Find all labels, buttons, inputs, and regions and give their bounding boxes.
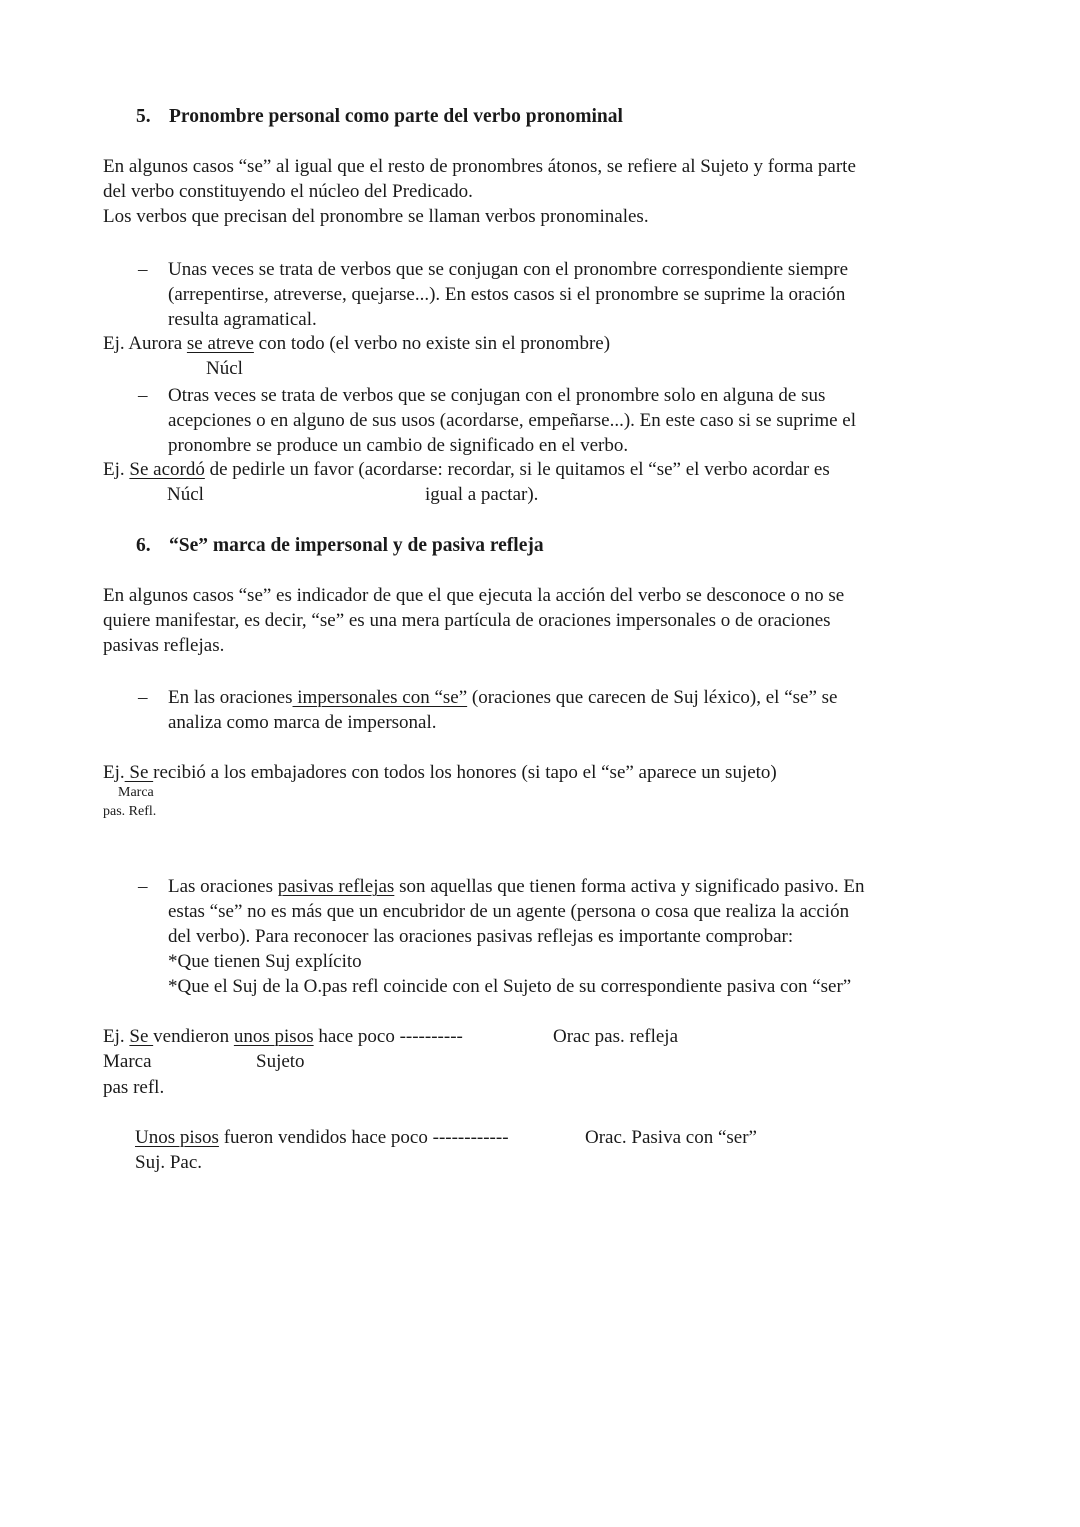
section-5-bullet1-line3: resulta agramatical. xyxy=(168,309,317,330)
sujeto-label: Sujeto xyxy=(256,1051,305,1072)
section-5-example1 xyxy=(103,331,610,356)
example-text: de pedirle un favor (acordarse: recordar, si le quitamos el “se” el verbo acordar es xyxy=(204,459,830,480)
section-5-bullet2-line3: pronombre se produce un cambio de significado en el verbo. xyxy=(168,435,629,456)
section-6-bullet2-line5: *Que el Suj de la O.pas refl coincide con el Sujeto de su correspondiente pasiva con “ser” xyxy=(168,976,852,997)
example3-result: Orac. Pasiva con “ser” xyxy=(585,1127,757,1148)
example-text: Ej. Aurora xyxy=(103,333,187,354)
example-underlined: unos pisos xyxy=(233,1026,314,1047)
section-5-bullet2-line1: Otras veces se trata de verbos que se conjugan con el pronombre solo en alguna de sus xyxy=(168,385,826,406)
section-6-heading xyxy=(136,533,544,558)
section-5-number: 5. xyxy=(136,106,151,127)
section-6-title: “Se” marca de impersonal y de pasiva refleja xyxy=(169,535,544,556)
bullet-underlined: pasivas reflejas xyxy=(277,876,395,897)
example-text: Ej. xyxy=(103,1026,130,1047)
nucleus-label: Núcl xyxy=(167,484,204,505)
bullet-text: son aquellas que tienen forma activa y significado pasivo. En xyxy=(394,876,865,897)
bullet-text: En las oraciones xyxy=(168,687,293,708)
example-text: Ej. xyxy=(103,459,130,480)
bullet-dash: – xyxy=(138,385,148,406)
bullet-dash: – xyxy=(138,687,148,708)
section-5-heading xyxy=(136,104,623,129)
bullet-underlined: impersonales con “se” xyxy=(292,687,468,708)
example-text: con todo (el verbo no existe sin el pronombre) xyxy=(253,333,611,354)
suj-pac-label: Suj. Pac. xyxy=(135,1152,203,1173)
example-underlined: se atreve xyxy=(186,333,254,354)
example-text: hace poco ---------- xyxy=(313,1026,463,1047)
example-text: vendieron xyxy=(153,1026,234,1047)
section-6-bullet2-line3: del verbo). Para reconocer las oraciones pasivas reflejas es importante comprobar: xyxy=(168,926,794,947)
section-5-para1-line1: En algunos casos “se” al igual que el resto de pronombres átonos, se refiere al Sujeto y forma parte xyxy=(103,156,856,177)
section-5-example2 xyxy=(103,457,830,482)
section-6-example1 xyxy=(103,760,777,785)
section-5-para2: Los verbos que precisan del pronombre se llaman verbos pronominales. xyxy=(103,206,649,227)
marca-label: Marca xyxy=(118,785,154,800)
section-6-bullet2-line2: estas “se” no es más que un encubridor de un agente (persona o cosa que realiza la acción xyxy=(168,901,850,922)
bullet-dash: – xyxy=(138,259,148,280)
section-6-bullet2-line1 xyxy=(168,874,864,899)
example-underlined: Unos pisos xyxy=(135,1127,219,1148)
section-5-bullet2-line2: acepciones o en alguno de sus usos (acordarse, empeñarse...). En este caso si se suprime el xyxy=(168,410,856,431)
section-5-para1-line2: del verbo constituyendo el núcleo del Predicado. xyxy=(103,181,473,202)
bullet-text: Las oraciones xyxy=(168,876,278,897)
example-text: Ej. xyxy=(103,762,125,783)
nucleus-label: Núcl xyxy=(206,358,243,379)
example-underlined: Se xyxy=(129,1026,154,1047)
example-text: fueron vendidos hace poco ------------ xyxy=(218,1127,509,1148)
section-6-bullet2-line4: *Que tienen Suj explícito xyxy=(168,951,362,972)
bullet-text: (oraciones que carecen de Suj léxico), el “se” se xyxy=(467,687,838,708)
example-underlined: Se xyxy=(124,762,154,783)
section-6-number: 6. xyxy=(136,535,151,556)
section-6-example3 xyxy=(135,1125,509,1150)
section-6-para1-line1: En algunos casos “se” es indicador de que el que ejecuta la acción del verbo se desconoce o no se xyxy=(103,585,845,606)
example2-result: Orac pas. refleja xyxy=(553,1026,679,1047)
section-5-example2-line2: igual a pactar). xyxy=(425,484,539,505)
section-6-example2 xyxy=(103,1024,463,1049)
pas-refl-label: pas. Refl. xyxy=(103,804,157,819)
example-underlined: Se acordó xyxy=(129,459,205,480)
bullet-dash: – xyxy=(138,876,148,897)
section-5-title: Pronombre personal como parte del verbo pronominal xyxy=(169,106,623,127)
section-6-para1-line3: pasivas reflejas. xyxy=(103,635,225,656)
section-5-bullet1-line2: (arrepentirse, atreverse, quejarse...). En estos casos si el pronombre se suprime la oración xyxy=(168,284,846,305)
section-6-bullet1-line2: analiza como marca de impersonal. xyxy=(168,712,437,733)
example-text: recibió a los embajadores con todos los honores (si tapo el “se” aparece un sujeto) xyxy=(153,762,777,783)
section-6-para1-line2: quiere manifestar, es decir, “se” es una mera partícula de oraciones impersonales o de oraciones xyxy=(103,610,831,631)
marca-label: Marca xyxy=(103,1051,152,1072)
section-6-bullet1-line1 xyxy=(168,685,837,710)
pas-refl-label: pas refl. xyxy=(103,1077,165,1098)
section-5-bullet1-line1: Unas veces se trata de verbos que se conjugan con el pronombre correspondiente siempre xyxy=(168,259,849,280)
